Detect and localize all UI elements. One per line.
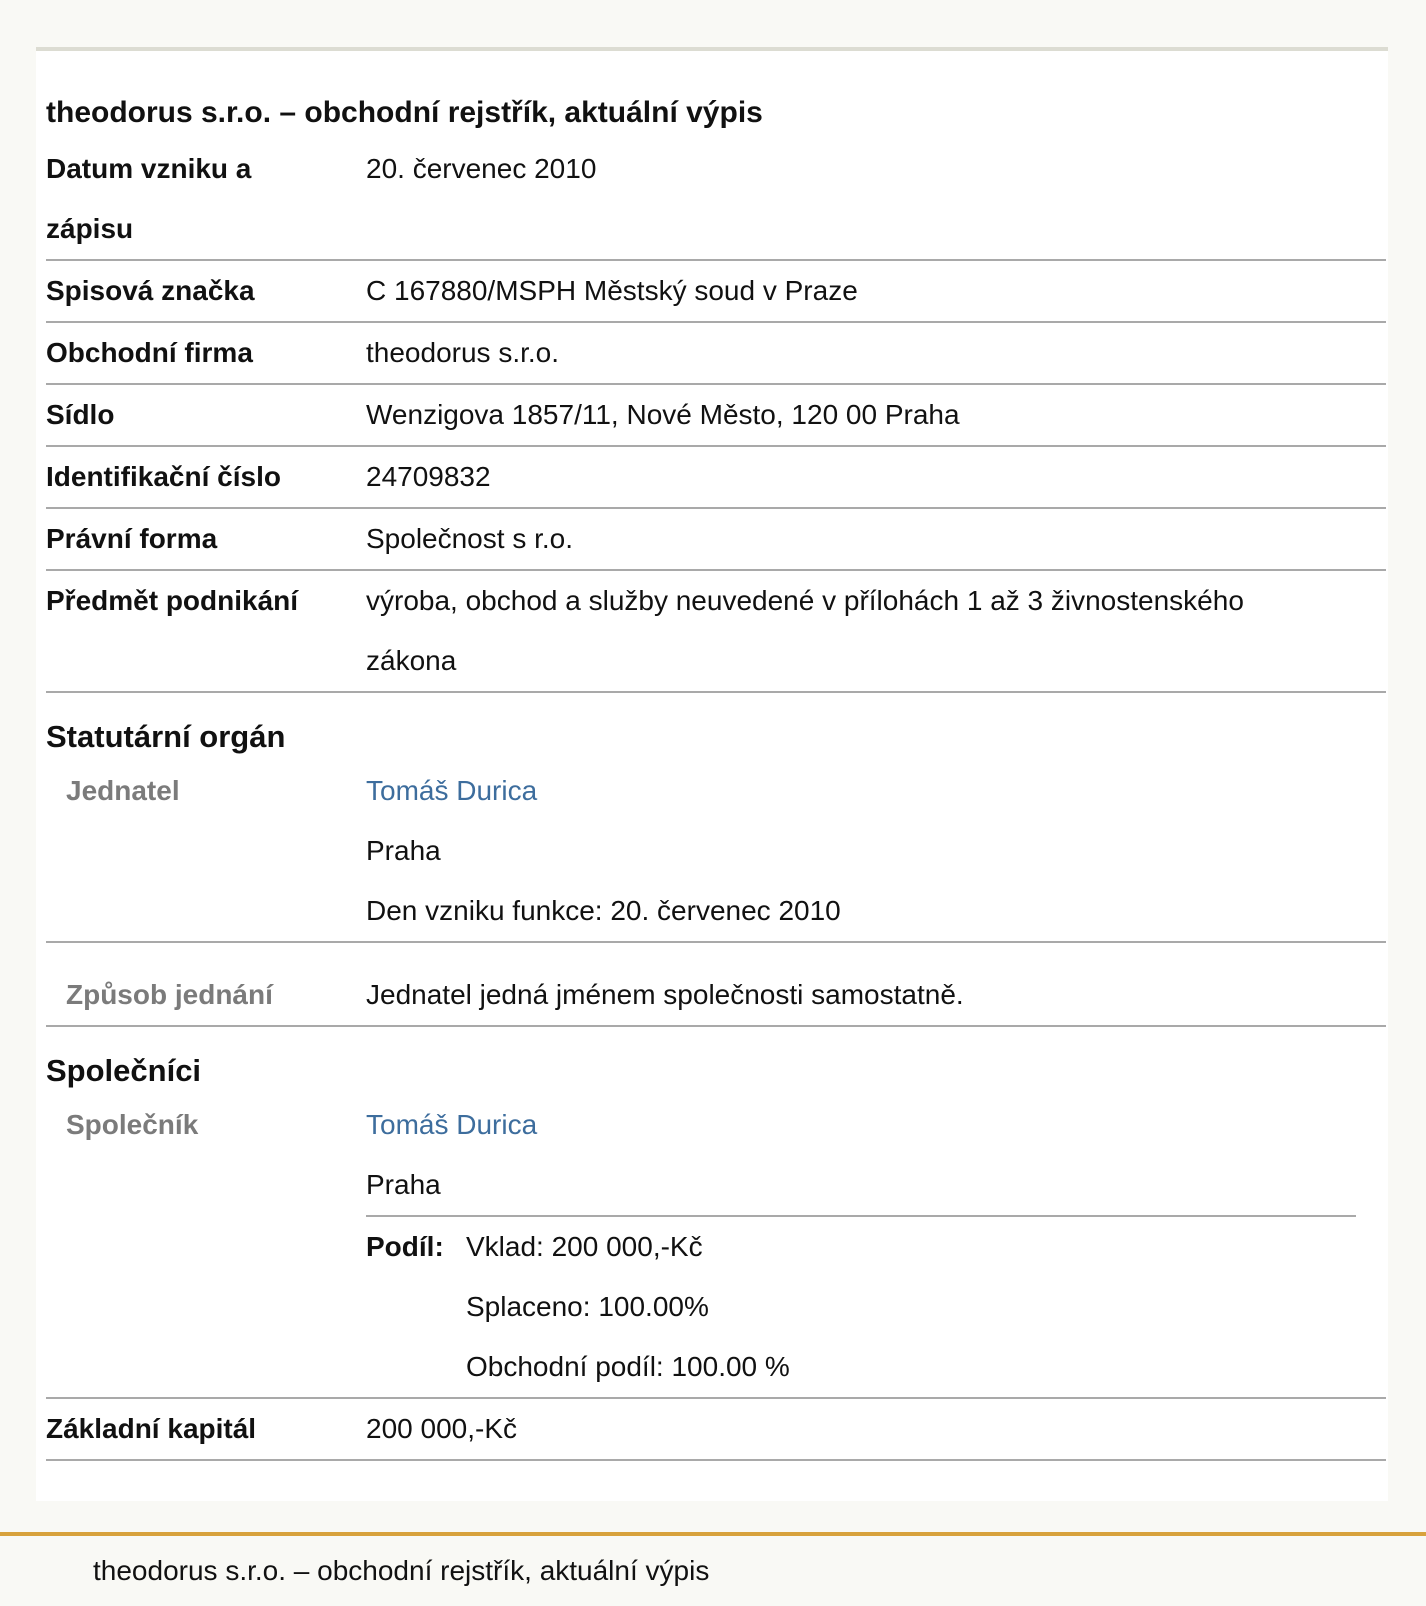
row-value: Wenzigova 1857/11, Nové Město, 120 00 Praha	[366, 399, 960, 430]
row-label: Předmět podnikání	[46, 585, 299, 616]
row-label: Sídlo	[46, 399, 115, 430]
row-label: Obchodní firma	[46, 337, 253, 368]
subrow-value	[366, 1095, 1386, 1397]
footer-title: theodorus s.r.o. – obchodní rejstřík, aktuální výpis	[93, 1555, 710, 1586]
subrow-value	[366, 761, 1386, 941]
row-datum-vzniku	[46, 139, 1386, 261]
page-title: theodorus s.r.o. – obchodní rejstřík, aktuální výpis	[46, 96, 763, 129]
register-extract-content	[46, 95, 1386, 1461]
row-zakladni-kapital	[46, 1399, 1386, 1461]
subrow-label: Způsob jednání	[66, 979, 273, 1010]
section-heading-statutarni-organ: Statutární orgán	[46, 719, 286, 754]
subrow-label: Společník	[66, 1109, 199, 1140]
person-city: Praha	[366, 1169, 441, 1200]
row-label: Právní forma	[46, 523, 218, 554]
row-sidlo	[46, 385, 1386, 447]
row-value: výroba, obchod a služby neuvedené v přílohách 1 až 3 živnostenského zákona	[366, 585, 1244, 676]
row-value: C 167880/MSPH Městský soud v Praze	[366, 275, 858, 306]
row-identifikacni-cislo	[46, 447, 1386, 509]
row-label: Spisová značka	[46, 275, 255, 306]
share-values	[466, 1217, 1356, 1397]
row-value: 200 000,-Kč	[366, 1413, 517, 1444]
row-value: 20. červenec 2010	[366, 153, 597, 184]
row-label: Základní kapitál	[46, 1413, 257, 1444]
subrow-jednatel	[46, 761, 1386, 943]
subrow-label: Jednatel	[66, 775, 180, 806]
row-value: theodorus s.r.o.	[366, 337, 560, 368]
share-business: Obchodní podíl: 100.00 %	[466, 1351, 790, 1382]
row-label: Datum vzniku a zápisu	[46, 153, 252, 244]
row-pravni-forma	[46, 509, 1386, 571]
share-paid: Splaceno: 100.00%	[466, 1291, 709, 1322]
person-link[interactable]: Tomáš Durica	[366, 775, 538, 806]
subrow-zpusob-jednani	[46, 943, 1386, 1027]
share-block	[366, 1215, 1356, 1397]
row-spisova-znacka	[46, 261, 1386, 323]
share-label: Podíl:	[366, 1231, 444, 1262]
section-heading-spolecnici: Společníci	[46, 1053, 202, 1088]
register-extract-card	[36, 47, 1388, 1501]
row-obchodni-firma	[46, 323, 1386, 385]
row-value: Společnost s r.o.	[366, 523, 574, 554]
page-footer	[0, 1532, 1426, 1606]
subrow-spolecnik	[46, 1095, 1386, 1399]
person-link[interactable]: Tomáš Durica	[366, 1109, 538, 1140]
share-deposit: Vklad: 200 000,-Kč	[466, 1231, 703, 1262]
row-predmet-podnikani	[46, 571, 1386, 693]
subrow-value: Jednatel jedná jménem společnosti samostatně.	[366, 979, 964, 1010]
row-label: Identifikační číslo	[46, 461, 281, 492]
row-value: 24709832	[366, 461, 491, 492]
person-city: Praha	[366, 835, 441, 866]
function-start-date: Den vzniku funkce: 20. červenec 2010	[366, 895, 841, 926]
